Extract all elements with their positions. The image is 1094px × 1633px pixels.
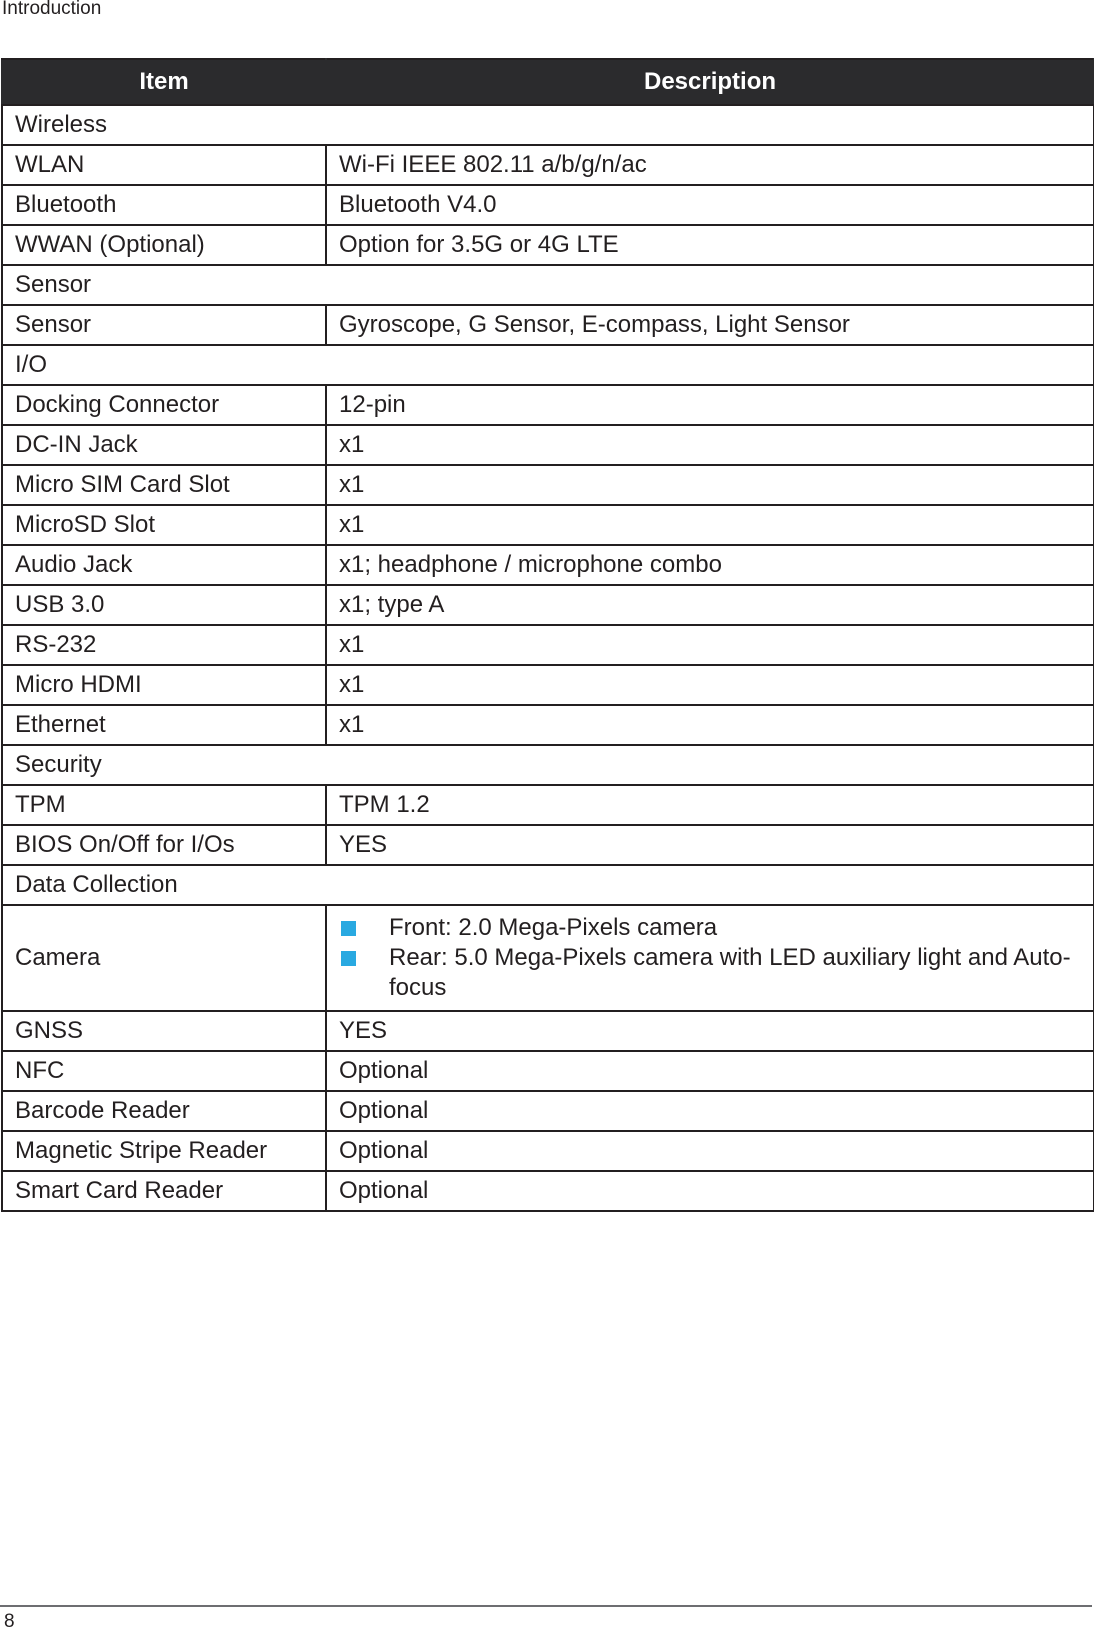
item-cell: Bluetooth xyxy=(2,185,326,225)
section-row xyxy=(2,265,1094,305)
item-cell: WLAN xyxy=(2,145,326,185)
running-header: Introduction xyxy=(2,0,102,19)
table-row xyxy=(2,1051,1094,1091)
table-row xyxy=(2,1091,1094,1131)
item-cell: DC-IN Jack xyxy=(2,425,326,465)
description-cell: Option for 3.5G or 4G LTE xyxy=(326,225,1094,265)
section-label: I/O xyxy=(2,345,1094,385)
bullet-text: Front: 2.0 Mega-Pixels camera xyxy=(389,914,718,941)
item-cell: Barcode Reader xyxy=(2,1091,326,1131)
table-row xyxy=(2,665,1094,705)
table-row xyxy=(2,585,1094,625)
item-cell: MicroSD Slot xyxy=(2,505,326,545)
description-cell: x1 xyxy=(326,465,1094,505)
description-cell: x1 xyxy=(326,705,1094,745)
description-cell: x1; headphone / microphone combo xyxy=(326,545,1094,585)
table-row xyxy=(2,905,1094,1011)
specification-table xyxy=(1,58,1094,1212)
table-row xyxy=(2,825,1094,865)
section-row xyxy=(2,865,1094,905)
table-row xyxy=(2,505,1094,545)
item-cell: Camera xyxy=(2,905,326,1011)
table-row xyxy=(2,785,1094,825)
item-cell: GNSS xyxy=(2,1011,326,1051)
description-cell: x1; type A xyxy=(326,585,1094,625)
section-label: Sensor xyxy=(2,265,1094,305)
table-header-row xyxy=(2,59,1094,105)
table-row xyxy=(2,185,1094,225)
table-row xyxy=(2,1011,1094,1051)
table-row xyxy=(2,425,1094,465)
section-row xyxy=(2,105,1094,145)
description-cell: x1 xyxy=(326,665,1094,705)
item-cell: WWAN (Optional) xyxy=(2,225,326,265)
table-row xyxy=(2,145,1094,185)
table-row xyxy=(2,1171,1094,1211)
table-row xyxy=(2,465,1094,505)
description-cell: Wi-Fi IEEE 802.11 a/b/g/n/ac xyxy=(326,145,1094,185)
description-cell xyxy=(326,905,1094,1011)
item-cell: Audio Jack xyxy=(2,545,326,585)
square-bullet-icon xyxy=(341,921,356,936)
description-cell: Optional xyxy=(326,1091,1094,1131)
item-cell: Magnetic Stripe Reader xyxy=(2,1131,326,1171)
description-cell: TPM 1.2 xyxy=(326,785,1094,825)
section-label: Data Collection xyxy=(2,865,1094,905)
description-cell: 12-pin xyxy=(326,385,1094,425)
description-cell: Gyroscope, G Sensor, E-compass, Light Sensor xyxy=(326,305,1094,345)
table-row xyxy=(2,225,1094,265)
item-cell: Micro HDMI xyxy=(2,665,326,705)
item-cell: BIOS On/Off for I/Os xyxy=(2,825,326,865)
description-cell: Optional xyxy=(326,1171,1094,1211)
table-row xyxy=(2,385,1094,425)
item-cell: Ethernet xyxy=(2,705,326,745)
bullet-item xyxy=(339,913,1083,943)
description-cell: x1 xyxy=(326,505,1094,545)
section-label: Wireless xyxy=(2,105,1094,145)
footer-rule xyxy=(0,1605,1092,1607)
camera-bullet-list xyxy=(339,913,1083,1003)
description-cell: Optional xyxy=(326,1051,1094,1091)
table-body xyxy=(2,105,1094,1211)
column-header-description: Description xyxy=(326,59,1094,105)
section-label: Security xyxy=(2,745,1094,785)
item-cell: Docking Connector xyxy=(2,385,326,425)
square-bullet-icon xyxy=(341,951,356,966)
item-cell: USB 3.0 xyxy=(2,585,326,625)
table-row xyxy=(2,705,1094,745)
item-cell: TPM xyxy=(2,785,326,825)
description-cell: x1 xyxy=(326,625,1094,665)
item-cell: RS-232 xyxy=(2,625,326,665)
description-cell: YES xyxy=(326,825,1094,865)
description-cell: x1 xyxy=(326,425,1094,465)
description-cell: YES xyxy=(326,1011,1094,1051)
bullet-text: Rear: 5.0 Mega-Pixels camera with LED auxiliary light and Auto-focus xyxy=(389,944,1071,1001)
table-row xyxy=(2,305,1094,345)
description-cell: Optional xyxy=(326,1131,1094,1171)
section-row xyxy=(2,745,1094,785)
item-cell: Micro SIM Card Slot xyxy=(2,465,326,505)
table-row xyxy=(2,545,1094,585)
item-cell: Sensor xyxy=(2,305,326,345)
table-row xyxy=(2,1131,1094,1171)
page-number: 8 xyxy=(4,1611,15,1632)
column-header-item: Item xyxy=(2,59,326,105)
item-cell: NFC xyxy=(2,1051,326,1091)
bullet-item xyxy=(339,943,1083,1003)
section-row xyxy=(2,345,1094,385)
table-row xyxy=(2,625,1094,665)
item-cell: Smart Card Reader xyxy=(2,1171,326,1211)
description-cell: Bluetooth V4.0 xyxy=(326,185,1094,225)
